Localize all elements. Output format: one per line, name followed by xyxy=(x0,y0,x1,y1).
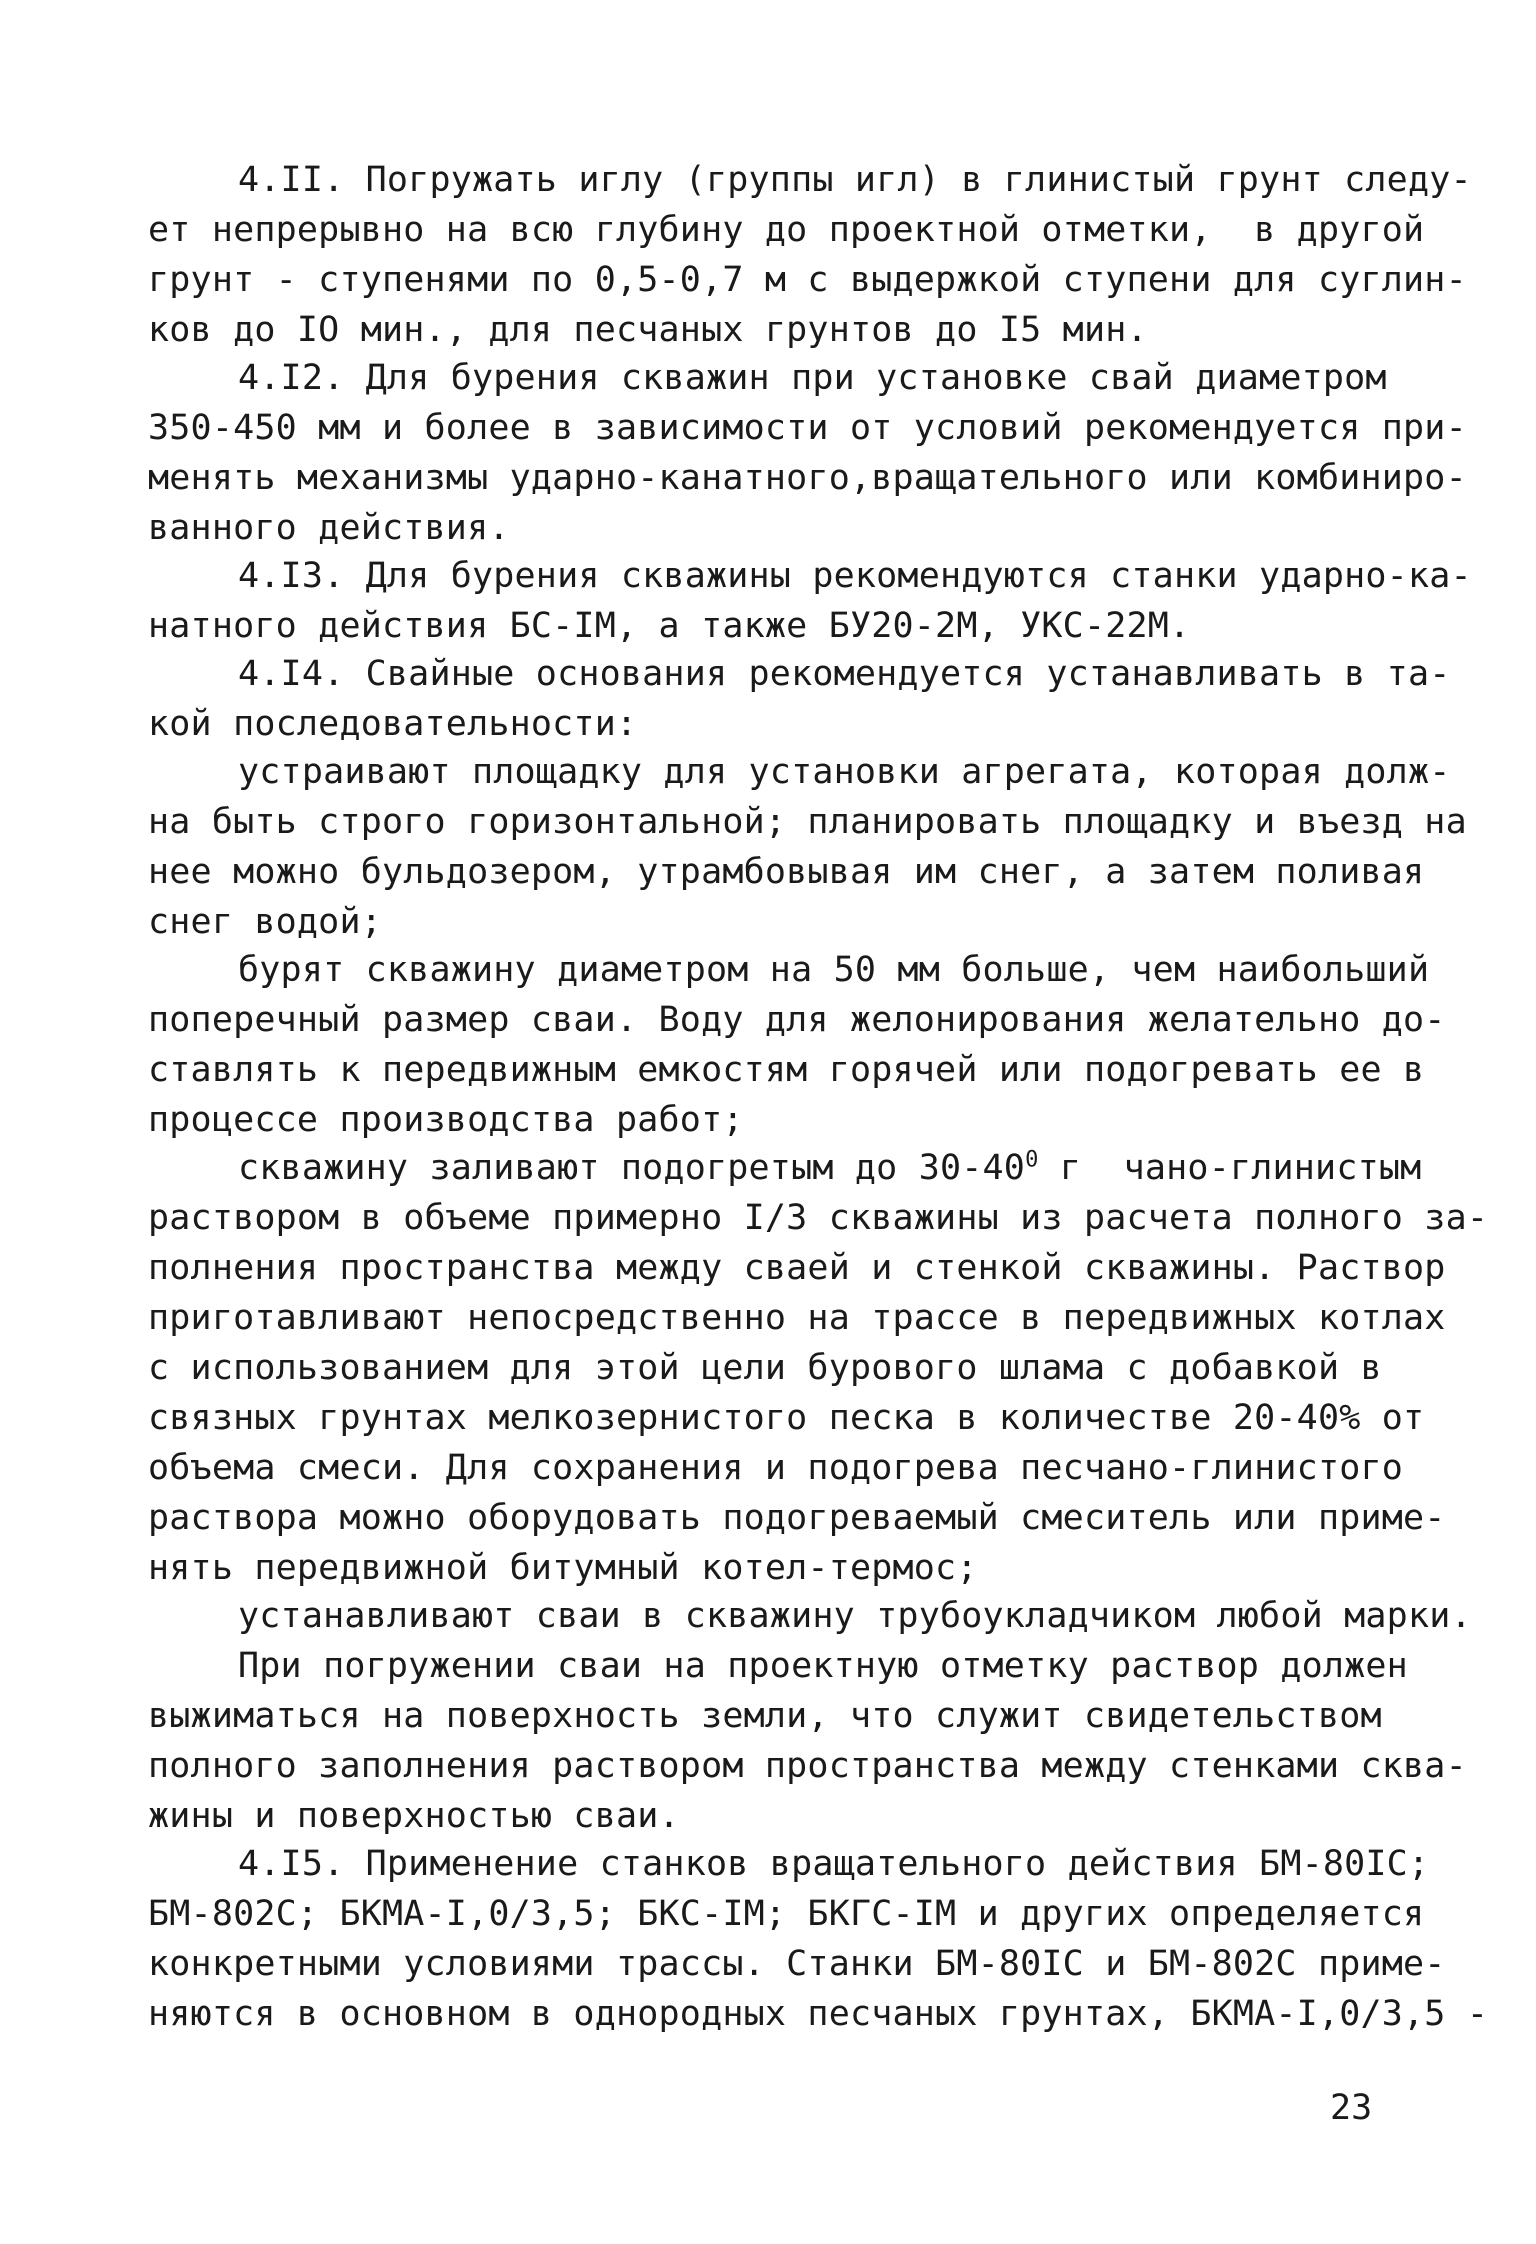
text-line-head: скважину заливают подогретым до 30-40 xyxy=(238,1148,1026,1188)
text-line: поперечный размер сваи. Воду для желонирования желательно до- xyxy=(148,1000,1446,1040)
text-line: ставлять к передвижным емкостям горячей или подогревать ее в xyxy=(148,1050,1425,1090)
text-line: БМ-802С; БКМА-I,0/3,5; БКС-IМ; БКГС-IМ и других определяется xyxy=(148,1894,1425,1934)
text-line: жины и поверхностью сваи. xyxy=(148,1796,680,1836)
text-line: устанавливают сваи в скважину трубоукладчиком любой марки. xyxy=(238,1596,1472,1636)
text-line: грунт - ступенями по 0,5-0,7 м с выдержкой ступени для суглин- xyxy=(148,260,1467,300)
text-line: процессе производства работ; xyxy=(148,1100,744,1140)
text-line: полного заполнения раствором пространства между стенками сква- xyxy=(148,1746,1467,1786)
text-line: натного действия БС-IМ, а также БУ20-2М, УКС-22М. xyxy=(148,606,1191,646)
text-line: 4.I5. Применение станков вращательного действия БМ-80IС; xyxy=(238,1844,1430,1884)
text-line: нее можно бульдозером, утрамбовывая им снег, а затем поливая xyxy=(148,852,1425,892)
text-line: няются в основном в однородных песчаных грунтах, БКМА-I,0/3,5 - xyxy=(148,1994,1489,2034)
text-line: связных грунтах мелкозернистого песка в количестве 20-40% от xyxy=(148,1398,1425,1438)
text-line: устраивают площадку для установки агрегата, которая долж- xyxy=(238,752,1451,792)
page-number: 23 xyxy=(1330,2088,1373,2128)
text-line: кой последовательности: xyxy=(148,704,638,744)
text-line: бурят скважину диаметром на 50 мм больше, чем наибольший xyxy=(238,950,1430,990)
text-line: 4.I3. Для бурения скважины рекомендуются станки ударно-ка- xyxy=(238,556,1472,596)
text-line: 4.I4. Свайные основания рекомендуется устанавливать в та- xyxy=(238,654,1451,694)
text-line: с использованием для этой цели бурового шлама с добавкой в xyxy=(148,1348,1382,1388)
text-line: объема смеси. Для сохранения и подогрева песчано-глинистого xyxy=(148,1448,1404,1488)
text-line: раствором в объеме примерно I/3 скважины из расчета полного за- xyxy=(148,1198,1489,1238)
degree-mark: 0 xyxy=(1025,1147,1039,1173)
text-line: менять механизмы ударно-канатного,вращательного или комбиниро- xyxy=(148,458,1467,498)
text-line-tail: г чано-глинистым xyxy=(1038,1148,1422,1188)
text-line: выжиматься на поверхность земли, что служит свидетельством xyxy=(148,1696,1382,1736)
text-line xyxy=(238,1148,1421,1188)
text-line: раствора можно оборудовать подогреваемый смеситель или приме- xyxy=(148,1498,1446,1538)
text-line: 350-450 мм и более в зависимости от условий рекомендуется при- xyxy=(148,408,1467,448)
text-line: полнения пространства между сваей и стенкой скважины. Раствор xyxy=(148,1248,1446,1288)
text-line: конкретными условиями трассы. Станки БМ-80IС и БМ-802С приме- xyxy=(148,1944,1446,1984)
text-line: 4.II. Погружать иглу (группы игл) в глинистый грунт следу- xyxy=(238,160,1472,200)
text-line: ванного действия. xyxy=(148,508,510,548)
text-line: снег водой; xyxy=(148,902,382,942)
text-line: приготавливают непосредственно на трассе в передвижных котлах xyxy=(148,1298,1446,1338)
text-line: ков до IO мин., для песчаных грунтов до I5 мин. xyxy=(148,310,1148,350)
text-line: на быть строго горизонтальной; планировать площадку и въезд на xyxy=(148,802,1467,842)
text-line: При погружении сваи на проектную отметку раствор должен xyxy=(238,1646,1408,1686)
text-line: нять передвижной битумный котел-термос; xyxy=(148,1548,978,1588)
text-line: 4.I2. Для бурения скважин при установке свай диаметром xyxy=(238,358,1387,398)
text-line: ет непрерывно на всю глубину до проектной отметки, в другой xyxy=(148,210,1425,250)
